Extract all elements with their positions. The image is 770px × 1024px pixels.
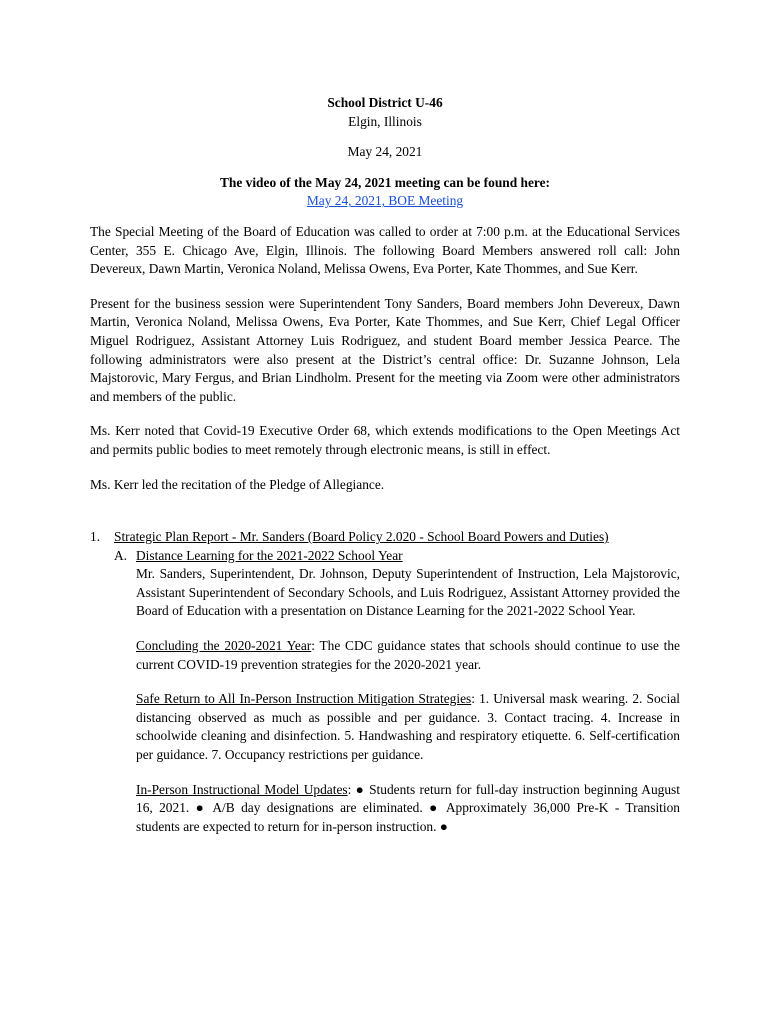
sub-item-title: Distance Learning for the 2021-2022 School Year (136, 547, 403, 563)
concluding-text: : The CDC guidance states that schools should continue to use the current COVID-19 prevention strategies for the 2020-2021 year. (136, 638, 680, 672)
sub-item-a (90, 547, 680, 566)
in-person-heading: In-Person Instructional Model Updates (136, 781, 348, 797)
district-location: Elgin, Illinois (348, 113, 422, 129)
agenda-item-number: 1. (90, 529, 101, 545)
executive-order-paragraph: Ms. Kerr noted that Covid-19 Executive Order 68, which extends modifications to the Open Meetings Act and permits public bodies to meet remotely through electronic means, is still in effect. (90, 423, 680, 457)
agenda-item-title: Strategic Plan Report - Mr. Sanders (Board Policy 2.020 - School Board Powers and Duties) (114, 529, 609, 545)
meeting-date: May 24, 2021 (347, 144, 423, 160)
concluding-heading: Concluding the 2020-2021 Year (136, 638, 312, 654)
in-person-text: : ● Students return for full-day instruction beginning August 16, 2021. ● A/B day designations are eliminated. ● Approximately 36,000 Pre-K - Transition students are expected to return for in-person instruction. ● (136, 781, 680, 834)
video-notice: The video of the May 24, 2021 meeting can be found here: (219, 174, 551, 190)
district-title: School District U-46 (327, 95, 443, 110)
attendance-paragraph: Present for the business session were Superintendent Tony Sanders, Board members John Devereux, Dawn Martin, Veronica Noland, Melissa Owens, Eva Porter, Kate Thommes, and Sue Kerr, Chief Legal Officer Miguel Rodriguez, Assistant Attorney Luis Rodriguez, and student Board member Jessica Pearce. The following administrators were also present at the District’s central office: Dr. Suzanne Johnson, Lela Majstorovic, Mary Fergus, and Brian Lindholm. Present for the meeting via Zoom were other administrators and members of the public. (90, 295, 680, 404)
document-page (90, 94, 680, 836)
sub-item-description: Mr. Sanders, Superintendent, Dr. Johnson, Deputy Superintendent of Instruction, Lela Majstorovic, Assistant Superintendent of Secondary Schools, and Luis Rodriguez, Assistant Attorney provided the Board of Education with a presentation on Distance Learning for the 2021-2022 School Year. (136, 566, 680, 619)
in-person-section (90, 781, 680, 837)
concluding-section (90, 637, 680, 674)
video-link[interactable]: May 24, 2021, BOE Meeting (306, 193, 464, 209)
safe-return-section (90, 690, 680, 764)
safe-return-heading: Safe Return to All In-Person Instruction Mitigation Strategies (136, 691, 472, 707)
pledge-paragraph: Ms. Kerr led the recitation of the Pledge of Allegiance. (90, 476, 385, 492)
roll-call-paragraph: The Special Meeting of the Board of Education was called to order at 7:00 p.m. at the Educational Services Center, 355 E. Chicago Ave, Elgin, Illinois. The following Board Members answered roll call: John Devereux, Dawn Martin, Veronica Noland, Melissa Owens, Eva Porter, Kate Thommes, and Sue Kerr. (90, 223, 680, 277)
sub-item-letter: A. (114, 547, 128, 563)
agenda-item-1 (90, 528, 680, 547)
safe-return-text: : 1. Universal mask wearing. 2. Social distancing observed as much as possible and per guidance. 3. Contact tracing. 4. Increase in schoolwide cleaning and disinfection. 5. Handwashing and respiratory etiquette. 6. Self-certification per guidance. 7. Occupancy restrictions per guidance. (136, 691, 680, 763)
